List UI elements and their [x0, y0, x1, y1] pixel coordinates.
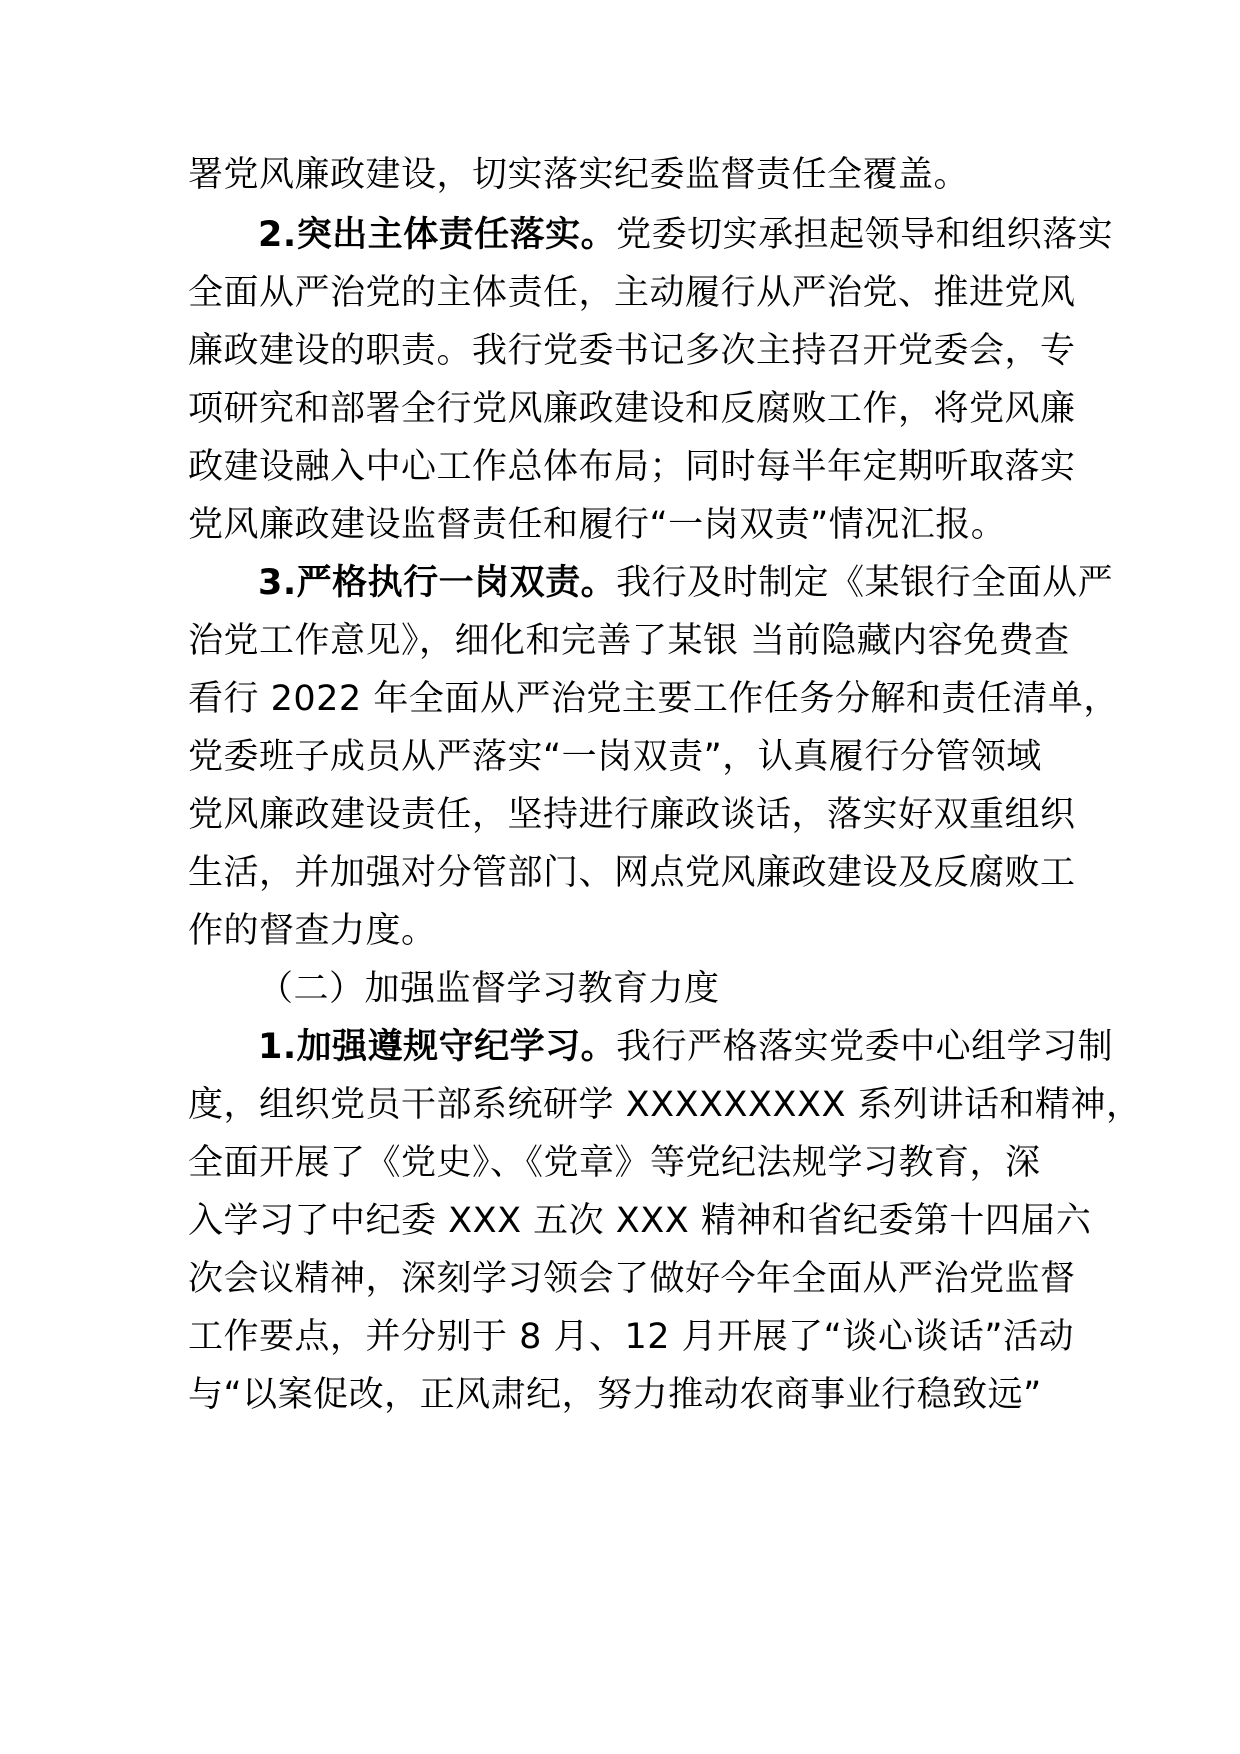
line-text: 次会议精神，深刻学习领会了做好今年全面从严治党监督	[188, 1259, 1076, 1299]
text-line	[188, 679, 1119, 719]
text-line	[188, 505, 1006, 545]
subsection-title	[258, 969, 720, 1009]
text-line	[188, 1201, 1091, 1241]
section-heading: 1.加强遵规守纪学习。	[258, 1027, 617, 1067]
text-line	[188, 1317, 1074, 1357]
text-line	[258, 563, 1113, 603]
line-text: 项研究和部署全行党风廉政建设和反腐败工作，将党风廉	[188, 389, 1076, 429]
line-text: 我行严格落实党委中心组学习制	[616, 1027, 1114, 1067]
text-line	[188, 1375, 1042, 1415]
line-text: 全面从严治党的主体责任，主动履行从严治党、推进党风	[188, 273, 1076, 313]
line-text: 署党风廉政建设，切实落实纪委监督责任全覆盖。	[188, 155, 970, 195]
line-text: 度，组织党员干部系统研学 XXXXXXXXX 系列讲话和精神，	[188, 1085, 1142, 1125]
line-text: 工作要点，并分别于 8 月、12 月开展了“谈心谈话”活动	[188, 1317, 1074, 1357]
line-text: 党风廉政建设监督责任和履行“一岗双责”情况汇报。	[188, 505, 1007, 545]
text-line	[188, 1259, 1076, 1299]
line-text: （二）加强监督学习教育力度	[258, 969, 720, 1009]
line-text: 全面开展了《党史》、《党章》等党纪法规学习教育，深	[188, 1143, 1041, 1183]
text-line	[188, 273, 1076, 313]
text-line	[188, 795, 1076, 835]
text-line	[188, 447, 1076, 487]
line-text: 生活，并加强对分管部门、网点党风廉政建设及反腐败工	[188, 853, 1076, 893]
section-heading: 3.严格执行一岗双责。	[258, 563, 617, 603]
line-text: 党委切实承担起领导和组织落实	[616, 215, 1114, 255]
line-text: 廉政建设的职责。我行党委书记多次主持召开党委会，专	[188, 331, 1076, 371]
text-line	[258, 215, 1113, 255]
text-line	[188, 389, 1076, 429]
line-text: 我行及时制定《某银行全面从严	[616, 563, 1114, 603]
text-line	[188, 1085, 1142, 1125]
line-text: 入学习了中纪委 XXX 五次 XXX 精神和省纪委第十四届六	[188, 1201, 1092, 1241]
text-line	[188, 911, 437, 951]
line-text: 政建设融入中心工作总体布局；同时每半年定期听取落实	[188, 447, 1076, 487]
text-line	[188, 621, 1070, 661]
text-line	[188, 155, 969, 195]
text-line	[188, 331, 1076, 371]
line-text: 作的督查力度。	[188, 911, 437, 951]
text-line	[188, 1143, 1041, 1183]
text-line	[258, 1027, 1113, 1067]
line-text: 党委班子成员从严落实“一岗双责”，认真履行分管领域	[188, 737, 1042, 777]
text-line	[188, 853, 1076, 893]
line-text: 与“以案促改，正风肃纪，努力推动农商事业行稳致远”	[188, 1375, 1042, 1415]
text-line	[188, 737, 1042, 777]
line-text: 看行 2022 年全面从严治党主要工作任务分解和责任清单，	[188, 679, 1119, 719]
line-text: 党风廉政建设责任，坚持进行廉政谈话，落实好双重组织	[188, 795, 1076, 835]
line-text: 治党工作意见》，细化和完善了某银 当前隐藏内容免费查	[188, 621, 1070, 661]
section-heading: 2.突出主体责任落实。	[258, 215, 617, 255]
